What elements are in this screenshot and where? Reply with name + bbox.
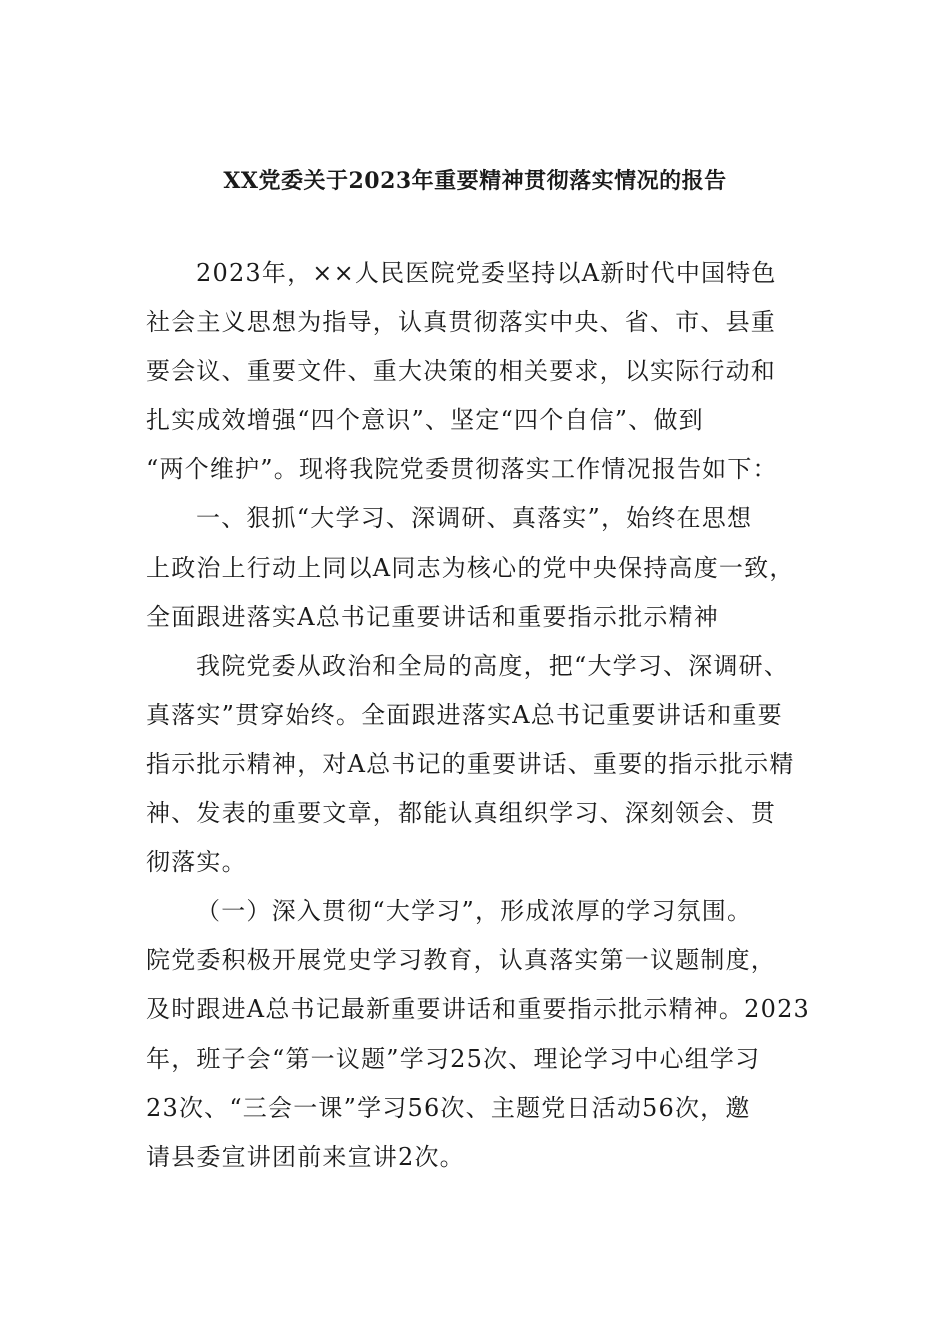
text-line: 我院党委从政治和全局的高度，把“大学习、深调研、	[196, 651, 790, 680]
document-title: XX党委关于2023年重要精神贯彻落实情况的报告	[223, 168, 727, 194]
text-line: 23次、“三会一课”学习56次、主题党日活动56次，邀	[146, 1093, 751, 1122]
text-line: 指示批示精神，对A总书记的重要讲话、重要的指示批示精	[146, 749, 795, 778]
text-line: 及时跟进A总书记最新重要讲话和重要指示批示精神。2023	[146, 995, 811, 1024]
paragraph-intro	[146, 249, 810, 494]
text-line: 年，班子会“第一议题”学习25次、理论学习中心组学习	[146, 1044, 761, 1073]
paragraph-section-1-body	[146, 642, 810, 887]
section-heading-1	[146, 494, 810, 641]
text-line: 一、狠抓“大学习、深调研、真落实”，始终在思想	[196, 504, 753, 533]
text-line: 真落实”贯穿始终。全面跟进落实A总书记重要讲话和重要	[146, 700, 783, 729]
document-body	[146, 249, 810, 1182]
text-line: 彻落实。	[146, 848, 247, 877]
text-line: 请县委宣讲团前来宣讲2次。	[146, 1142, 465, 1171]
text-line: 院党委积极开展党史学习教育，认真落实第一议题制度，	[146, 946, 776, 975]
text-line: 全面跟进落实A总书记重要讲话和重要指示批示精神	[146, 602, 719, 631]
text-line: 2023年，××人民医院党委坚持以A新时代中国特色	[196, 259, 777, 287]
text-line: 神、发表的重要文章，都能认真组织学习、深刻领会、贯	[146, 799, 776, 828]
text-line: “两个维护”。现将我院党委贯彻落实工作情况报告如下：	[146, 455, 778, 484]
text-line: 扎实成效增强“四个意识”、坚定“四个自信”、做到	[146, 406, 704, 435]
text-line: 上政治上行动上同以A同志为核心的党中央保持高度一致，	[146, 553, 795, 582]
text-line: 要会议、重要文件、重大决策的相关要求，以实际行动和	[146, 357, 776, 386]
paragraph-subsection-1	[146, 887, 810, 1182]
text-line: （一）深入贯彻“大学习”，形成浓厚的学习氛围。	[196, 897, 753, 926]
text-line: 社会主义思想为指导，认真贯彻落实中央、省、市、县重	[146, 308, 776, 337]
